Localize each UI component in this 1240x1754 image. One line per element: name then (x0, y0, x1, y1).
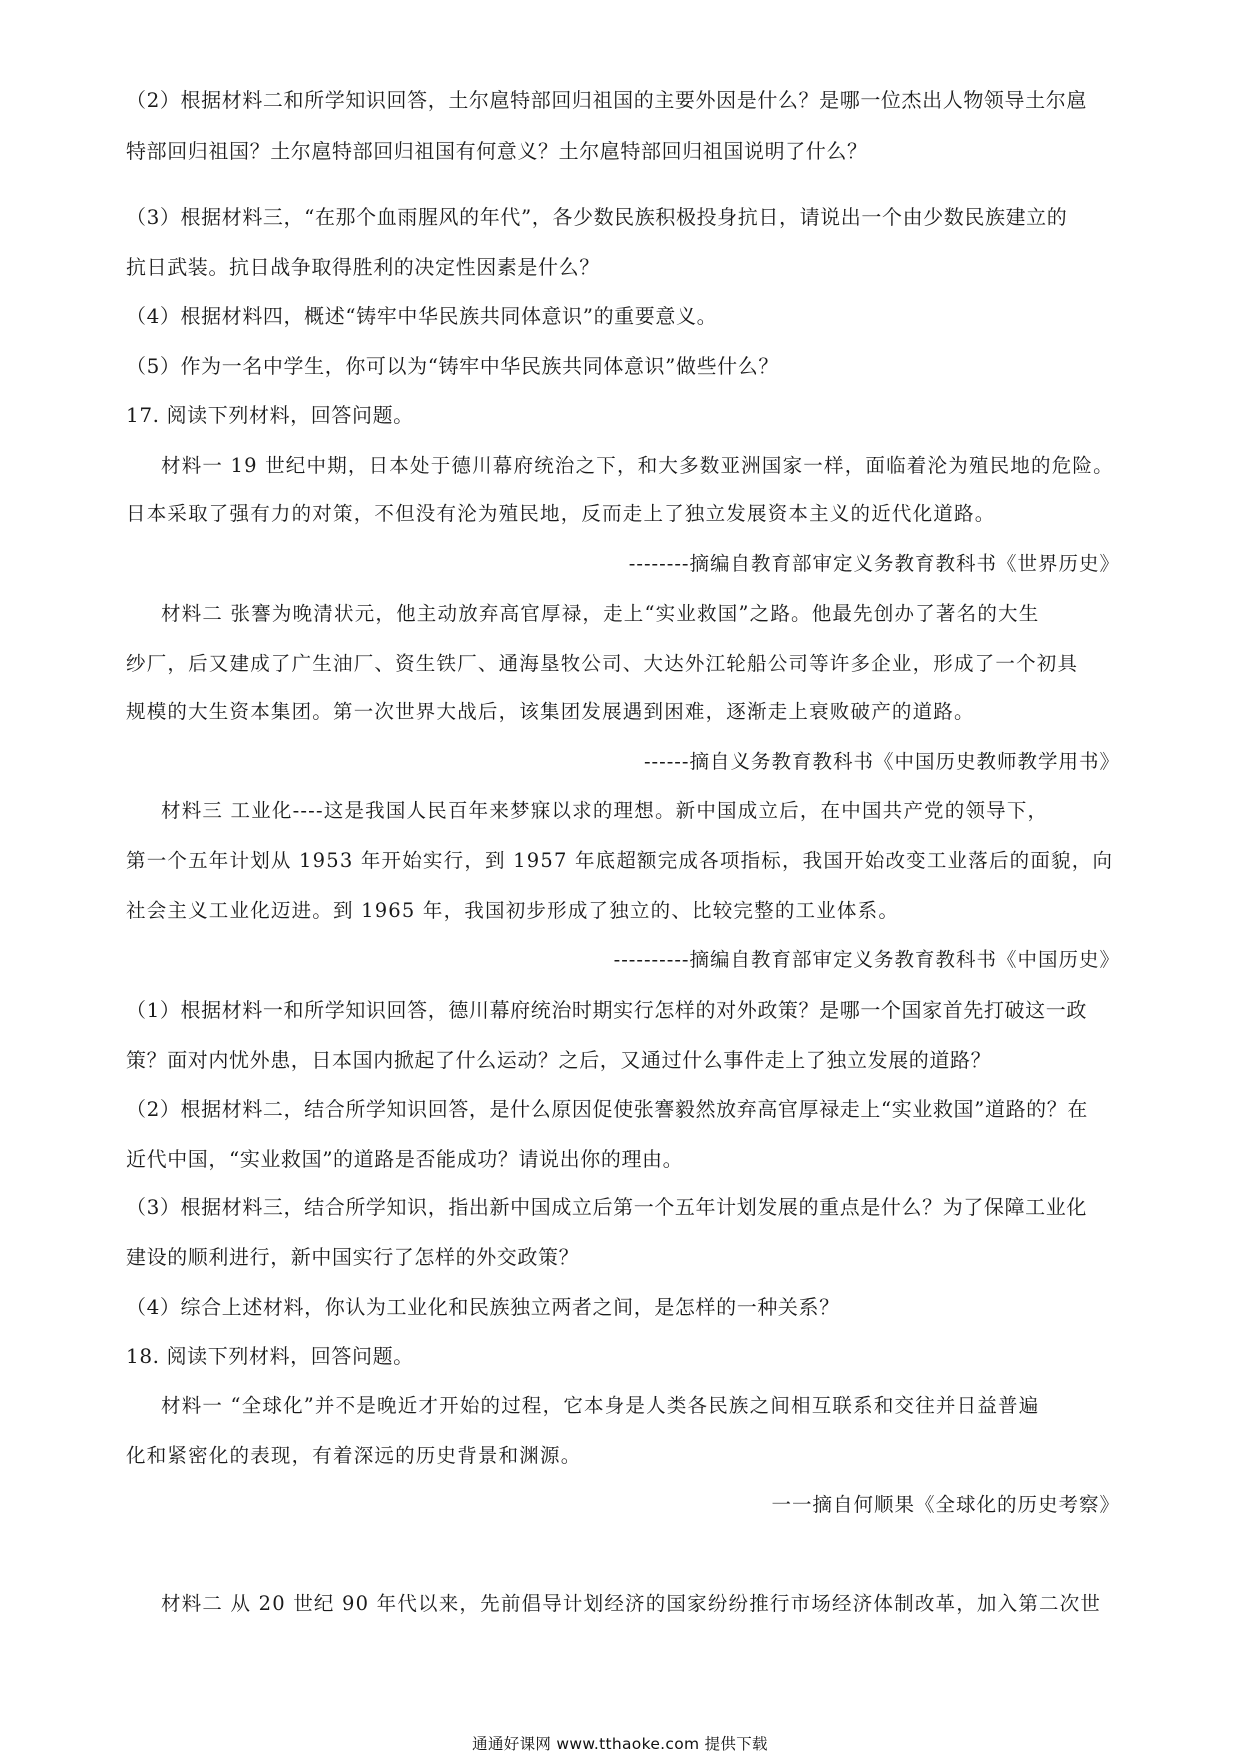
q17-material-1-cont: 日本采取了强有力的对策，不但没有沦为殖民地，反而走上了独立发展资本主义的近代化道路。 (126, 502, 996, 525)
question-17-part-3: （3）根据材料三，结合所学知识，指出新中国成立后第一个五年计划发展的重点是什么？为了保障工业化 (126, 1195, 1087, 1219)
question-16-part-5: （5）作为一名中学生，你可以为“铸牢中华民族共同体意识”做些什么？ (126, 354, 779, 378)
q18-material-1: 材料一 “全球化”并不是晚近才开始的过程，它本身是人类各民族之间相互联系和交往并日益普遍 (161, 1394, 1040, 1417)
question-17-part-3-cont: 建设的顺利进行，新中国实行了怎样的外交政策？ (126, 1245, 580, 1269)
question-18-heading: 18. 阅读下列材料，回答问题。 (126, 1344, 414, 1368)
question-17-part-2-cont: 近代中国，“实业救国”的道路是否能成功？请说出你的理由。 (126, 1147, 684, 1171)
question-16-part-2-cont: 特部回归祖国？土尔扈特部回归祖国有何意义？土尔扈特部回归祖国说明了什么？ (126, 139, 868, 163)
q18-material-1-source: 一一摘自何顺果《全球化的历史考察》 (771, 1493, 1120, 1516)
question-16-part-4: （4）根据材料四，概述“铸牢中华民族共同体意识”的重要意义。 (126, 304, 718, 328)
q17-material-2-source: ------摘自义务教育教科书《中国历史教师教学用书》 (643, 750, 1120, 773)
question-17-heading: 17. 阅读下列材料，回答问题。 (126, 403, 414, 427)
question-17-part-1-cont: 策？面对内忧外患，日本国内掀起了什么运动？之后，又通过什么事件走上了独立发展的道路？ (126, 1048, 992, 1072)
q18-material-1-cont: 化和紧密化的表现，有着深远的历史背景和渊源。 (126, 1444, 582, 1467)
question-16-part-3: （3）根据材料三，“在那个血雨腥风的年代”，各少数民族积极投身抗日，请说出一个由少数民族建立的 (126, 205, 1068, 229)
question-17-part-4: （4）综合上述材料，你认为工业化和民族独立两者之间，是怎样的一种关系？ (126, 1295, 840, 1319)
q17-material-2-cont-1: 纱厂，后又建成了广生油厂、资生铁厂、通海垦牧公司、大达外江轮船公司等许多企业，形成了一个初具 (126, 652, 1079, 675)
question-17-part-1: （1）根据材料一和所学知识回答，德川幕府统治时期实行怎样的对外政策？是哪一个国家首先打破这一政 (126, 998, 1087, 1022)
q17-material-3-source: ----------摘编自教育部审定义务教育教科书《中国历史》 (613, 948, 1120, 971)
question-16-part-3-cont: 抗日武装。抗日战争取得胜利的决定性因素是什么？ (126, 255, 600, 279)
q17-material-3-cont-2: 社会主义工业化迈进。到 1965 年，我国初步形成了独立的、比较完整的工业体系。 (126, 899, 900, 922)
q17-material-3: 材料三 工业化----这是我国人民百年来梦寐以求的理想。新中国成立后，在中国共产党的领导下， (161, 799, 1049, 822)
page-footer: 通通好课网 www.tthaoke.com 提供下载 (472, 1735, 768, 1753)
question-16-part-2: （2）根据材料二和所学知识回答，土尔扈特部回归祖国的主要外因是什么？是哪一位杰出人物领导土尔扈 (126, 88, 1087, 112)
question-17-part-2: （2）根据材料二，结合所学知识回答，是什么原因促使张謇毅然放弃高官厚禄走上“实业救国”道路的？在 (126, 1097, 1088, 1121)
q17-material-1-source: --------摘编自教育部审定义务教育教科书《世界历史》 (628, 552, 1120, 575)
q17-material-3-cont-1: 第一个五年计划从 1953 年开始实行，到 1957 年底超额完成各项指标，我国开始改变工业落后的面貌，向 (126, 849, 1114, 872)
q18-material-2: 材料二 从 20 世纪 90 年代以来，先前倡导计划经济的国家纷纷推行市场经济体制改革，加入第二次世 (161, 1592, 1102, 1615)
q17-material-2-cont-2: 规模的大生资本集团。第一次世界大战后，该集团发展遇到困难，逐渐走上衰败破产的道路。 (126, 700, 975, 723)
q17-material-1: 材料一 19 世纪中期，日本处于德川幕府统治之下，和大多数亚洲国家一样，面临着沦为殖民地的危险。 (161, 454, 1114, 477)
q17-material-2: 材料二 张謇为晚清状元，他主动放弃高官厚禄，走上“实业救国”之路。他最先创办了著名的大生 (161, 602, 1040, 625)
